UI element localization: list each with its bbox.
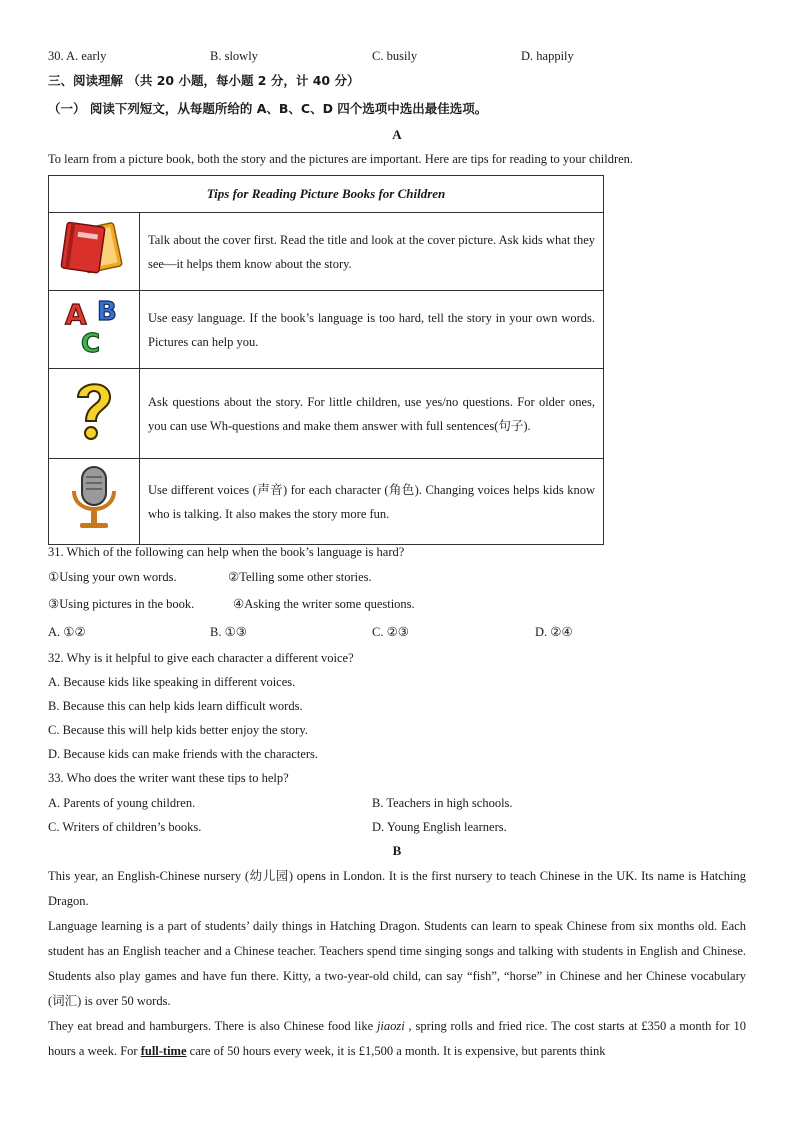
q33-option-c: C. Writers of children’s books. [48,820,202,834]
section-heading: 三、阅读理解 （共 20 小题，每小题 2 分，计 40 分） [48,73,360,88]
svg-text:C: C [81,328,101,358]
q31-choice-3: ③Using pictures in the book. [48,597,195,611]
q32-option-d: D. Because kids can make friends with the characters. [48,747,319,761]
passage-a-intro: To learn from a picture book, both the story and the pictures are important. Here are tips for reading to your children. [48,152,634,166]
q30-option-c: C. busily [372,49,418,63]
tip-questions-text: Ask questions about the story. For little children, use yes/no questions. For older ones, you can use Wh-questions and make them answer with full sentences(句子). [140,369,604,459]
tip-language-text: Use easy language. If the book’s language is too hard, tell the story in your own words. Pictures can help you. [140,291,604,369]
q31-option-d: D. ②④ [535,625,573,639]
q32-option-b: B. Because this can help kids learn difficult words. [48,699,303,713]
book-icon [49,213,140,291]
q30-option-d: D. happily [521,49,574,63]
passage-b-p3-italic: jiaozi [376,1019,405,1033]
svg-text:B: B [97,296,117,327]
q33-option-a: A. Parents of young children. [48,796,196,810]
tip-voices-text: Use different voices (声音) for each character (角色). Changing voices helps kids know who is talking. It also makes the story more fun. [140,459,604,545]
passage-b-letter: B [392,843,402,858]
q31-option-a: A. ①② [48,625,86,639]
q31-choice-1: ①Using your own words. [48,570,177,584]
tips-table [48,175,604,545]
passage-b-paragraph-2: Language learning is a part of students’ daily things in Hatching Dragon. Students can learn to speak Chinese from six months old. Each student has an English teacher and a Chinese teacher. Teachers spend time singing songs and talking with students in English and Chinese. Students also play games and have fun there. Kitty, a two-year-old child, can say “fish”, “horse” in Chinese and her Chinese vocabulary (词汇) is over 50 words. [48,919,746,1008]
passage-b-p3-part1: They eat bread and hamburgers. There is also Chinese food like [48,1019,377,1033]
q32-option-a: A. Because kids like speaking in different voices. [48,675,296,689]
q31-stem: 31. Which of the following can help when the book’s language is hard? [48,545,405,559]
passage-b-paragraph-1: This year, an English-Chinese nursery (幼儿园) opens in London. It is the first nursery to teach Chinese in the UK. Its name is Hatching Dragon. [48,869,746,908]
svg-text:A: A [65,297,87,331]
tip-cover-text: Talk about the cover first. Read the title and look at the cover picture. Ask kids what they see—it helps them know about the story. [140,213,604,291]
q30-option-a [48,48,106,64]
q31-option-c: C. ②③ [372,625,409,639]
q31-choice-4: ④Asking the writer some questions. [233,597,415,611]
q32-option-c: C. Because this will help kids better enjoy the story. [48,723,308,737]
full-time-underlined: full-time [140,1044,187,1058]
q30-number: 30. A. [48,49,79,63]
part-instruction: （一） 阅读下列短文，从每题所给的 A、B、C、D 四个选项中选出最佳选项。 [48,101,488,116]
q32-stem: 32. Why is it helpful to give each character a different voice? [48,651,354,665]
q30-option-b: B. slowly [210,49,258,63]
passage-b-p3-part2: , spring rolls and fried rice. The cost starts at £350 a month for 10 hours a week. For [48,1019,746,1058]
passage-a-letter: A [392,127,402,142]
q30-option-a-text: early [81,49,107,63]
passage-b-paragraph-3 [48,1014,746,1064]
abc-letters-icon [49,291,140,369]
q33-option-b: B. Teachers in high schools. [372,796,513,810]
q31-option-b: B. ①③ [210,625,247,639]
q33-stem: 33. Who does the writer want these tips to help? [48,771,289,785]
q31-choice-2: ②Telling some other stories. [228,570,372,584]
microphone-icon [49,459,140,545]
question-mark-icon [49,369,140,459]
passage-b-p3-part3: care of 50 hours every week, it is £1,500 a month. It is expensive, but parents think [186,1044,606,1058]
q33-option-d: D. Young English learners. [372,820,507,834]
tips-table-title: Tips for Reading Picture Books for Children [49,176,604,213]
